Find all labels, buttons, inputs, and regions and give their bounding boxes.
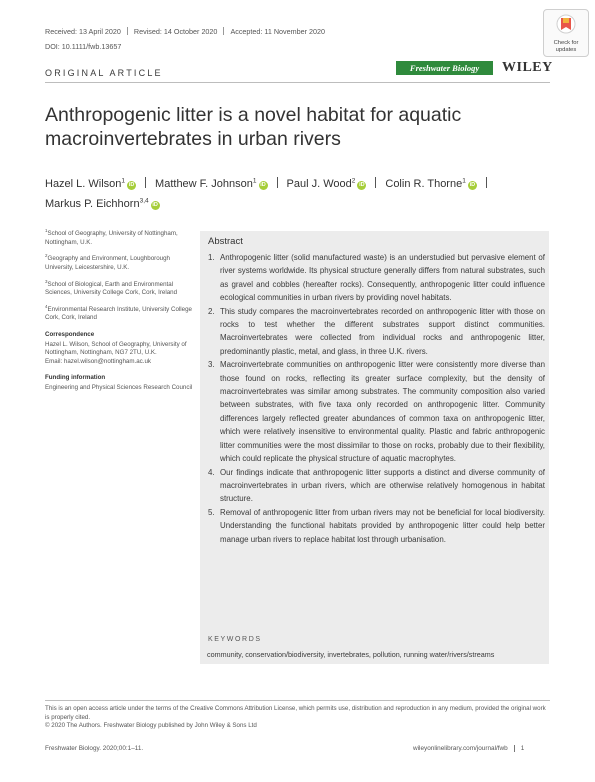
orcid-icon[interactable]: iD — [128, 181, 135, 188]
affiliations-column — [45, 227, 193, 398]
publisher-logo[interactable]: WILEY — [502, 60, 553, 75]
article-title: Anthropogenic litter is a novel habitat for aquatic macroinvertebrates in urban rivers — [45, 104, 462, 150]
footer-rule — [45, 700, 550, 701]
orcid-icon[interactable]: iD — [469, 181, 476, 188]
abstract-list — [208, 251, 545, 546]
article-dates — [45, 27, 325, 36]
page-number: 1 — [514, 745, 525, 752]
funding-heading: Funding information — [45, 374, 106, 382]
abstract-item: 5. Removal of anthropogenic litter from urban rivers may not be beneficial for local biodiversity. Understanding the functional habitats provided by anthropogenic litter could help better manage urban rivers to replace habitat lost through urbanisation. — [208, 507, 545, 544]
check-for-updates-label: Check for updates — [553, 40, 579, 53]
funding-text: Engineering and Physical Sciences Research Council — [45, 383, 193, 391]
orcid-icon[interactable]: iD — [152, 202, 158, 209]
abstract-item: 1. Anthropogenic litter (solid manufactured waste) is an understudied but pervasive element of river systems worldwide. Its physical structure generally differs from natural substrates, such as gravel and cobbles (hereafter rocks). Consequently, anthropogenic litter could influence ecological communities in urban rivers by providing novel habitats. — [208, 253, 545, 303]
keywords-heading: KEYWORDS — [208, 636, 262, 643]
divider — [223, 27, 224, 35]
affiliation: $^4$Environmental Research Institute, University College Cork, Cork, Ireland — [45, 303, 192, 322]
revised-date: Revised: 14 October 2020 — [133, 27, 218, 36]
divider — [486, 177, 487, 188]
abstract-heading: Abstract — [208, 236, 243, 247]
received-date: Received: 13 April 2020 — [45, 27, 121, 36]
article-type: ORIGINAL ARTICLE — [45, 68, 163, 78]
journal-url[interactable]: wileyonlinelibrary.com/journal/fwb — [413, 745, 508, 752]
journal-logo[interactable]: Freshwater Biology — [396, 61, 493, 75]
affiliation: $^3$School of Biological, Earth and Environmental Sciences, University College Cork, Cork, Ireland — [45, 278, 178, 297]
check-for-updates-button[interactable] — [543, 9, 589, 57]
footer-right — [413, 745, 524, 752]
license-text: This is an open access article under the terms of the Creative Commons Attribution License, which permits use, distribution and reproduction in any medium, provided the original work is properly cited. © 2020 The Authors. Freshwater Biology published by John Wiley & Sons Ltd — [45, 705, 546, 729]
accepted-date: Accepted: 11 November 2020 — [230, 27, 325, 36]
correspondence-email[interactable]: Email: hazel.wilson@nottingham.ac.uk — [45, 357, 152, 365]
divider — [127, 27, 128, 35]
abstract-item: 2. This study compares the macroinvertebrates recorded on anthropogenic litter with those on rocks to test whether the different substrates support distinct communities. Macroinvertebrates were collected from individual rocks and anthropogenic litter, predominantly plastic, metal, and glass, in three U.K. rivers. — [208, 306, 545, 356]
orcid-icon[interactable]: iD — [260, 181, 266, 188]
affiliation: $^2$Geography and Environment, Loughborough University, Leicestershire, U.K. — [45, 253, 170, 271]
correspondence-text: Hazel L. Wilson, School of Geography, University of Nottingham, Nottingham, NG7 2TU, U.K. Email: hazel.wilson@nottingham.ac.uk — [45, 340, 187, 365]
correspondence-heading: Correspondence — [45, 331, 95, 338]
keywords-text: community, conservation/biodiversity, invertebrates, pollution, running water/rivers/streams — [207, 650, 495, 659]
affiliation: $^1$School of Geography, University of Nottingham, Nottingham, U.K. — [45, 228, 178, 246]
abstract-item: 4. Our findings indicate that anthropogenic litter supports a distinct and diverse community of macroinvertebrates in urban rivers, which are otherwise relatively homogenous in habitat structure. — [208, 467, 545, 504]
header-rule — [45, 82, 550, 83]
author[interactable]: Paul J. Wood$^2$iD — [286, 177, 365, 190]
divider — [277, 177, 278, 188]
divider — [375, 177, 376, 188]
abstract-item: 3. Macroinvertebrate communities on anthropogenic litter were consistently more diverse than those found on rocks, reflecting its greater surface complexity, but the density of macroinvertebrates was similar among substrates. The community composition also varied between substrates, with five taxa only recorded on anthropogenic litter. Community differences largely reflected greater abundances of common taxa on anthropogenic litter, which were relatively insensitive to environmental quality. Plastic and fabric anthropogenic litter communities were the most dissimilar to those on rocks, probably due to their flexibility, which could replicate the physical structure of aquatic macrophytes. — [208, 360, 545, 464]
crossmark-icon — [556, 14, 576, 34]
orcid-icon[interactable]: iD — [359, 181, 365, 188]
author[interactable]: Colin R. Thorne$^1$iD — [385, 177, 476, 190]
doi[interactable]: DOI: 10.1111/fwb.13657 — [45, 42, 122, 51]
author[interactable]: Hazel L. Wilson$^1$iD — [45, 177, 135, 190]
divider — [145, 177, 146, 188]
author[interactable]: Matthew F. Johnson$^1$iD — [155, 177, 266, 190]
author-list — [45, 172, 565, 213]
author[interactable]: Markus P. Eichhorn$^{3,4}$iD — [45, 197, 158, 211]
citation: Freshwater Biology. 2020;00:1–11. — [45, 745, 144, 752]
